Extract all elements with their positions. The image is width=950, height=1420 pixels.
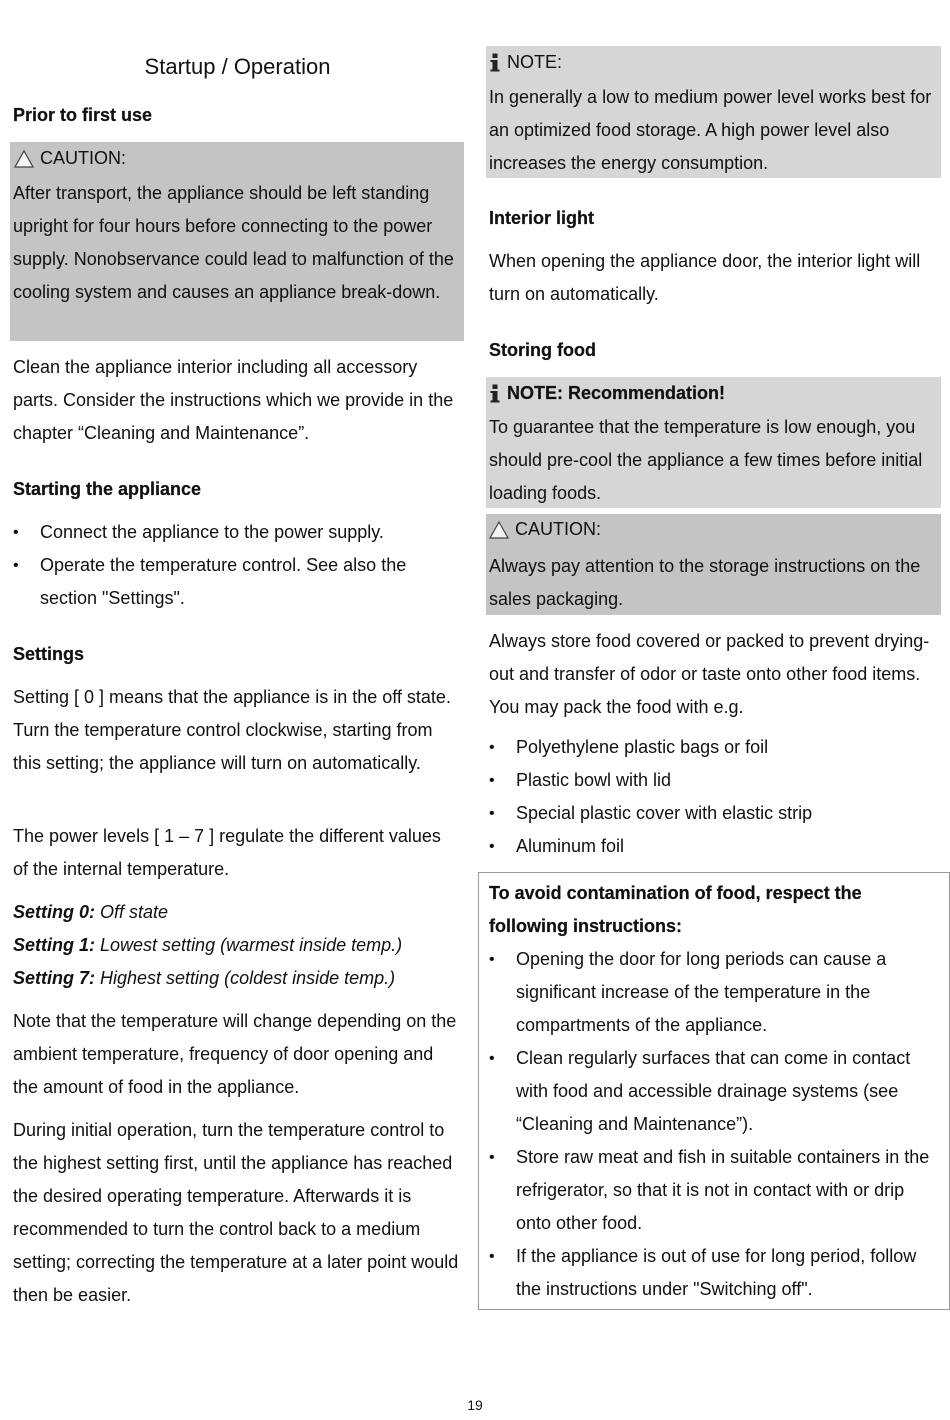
contamination-box <box>478 872 950 1310</box>
starting-list <box>13 516 463 615</box>
list-item: • If the appliance is out of use for long period, follow the instructions under "Switching off". <box>489 1240 939 1306</box>
setting-value: Lowest setting (warmest inside temp.) <box>95 935 403 955</box>
info-icon <box>489 53 501 73</box>
list-item: • Operate the temperature control. See also the section "Settings". <box>13 549 463 615</box>
clean-paragraph: Clean the appliance interior including all accessory parts. Consider the instructions which we provide in the chapter “Cleaning and Maintenance”. <box>13 357 454 443</box>
note-paragraph: Note that the temperature will change depending on the ambient temperature, frequency of door opening and the amount of food in the appliance. <box>13 1011 457 1097</box>
warning-triangle-icon <box>489 521 509 539</box>
list-item: • Store raw meat and fish in suitable containers in the refrigerator, so that it is not in contact with or drip onto other food. <box>489 1141 939 1240</box>
list-item: • Opening the door for long periods can cause a significant increase of the temperature in the compartments of the appliance. <box>489 943 939 1042</box>
page-title: Startup / Operation <box>144 54 331 79</box>
setting-line <box>13 929 463 962</box>
setting-value: Off state <box>95 902 169 922</box>
setting-label: Setting 1: <box>13 935 96 955</box>
setting-lines <box>13 896 463 995</box>
settings-heading: Settings <box>13 644 85 664</box>
page-number: 19 <box>467 1397 483 1413</box>
list-item: • Connect the appliance to the power supply. <box>13 516 463 549</box>
note-text: To guarantee that the temperature is low enough, you should pre-cool the appliance a few times before initial loading foods. <box>489 417 923 503</box>
note-box-power <box>486 46 941 178</box>
setting-line <box>13 896 463 929</box>
interior-light-paragraph: When opening the appliance door, the interior light will turn on automatically. <box>489 251 921 304</box>
note-title: NOTE: Recommendation! <box>507 383 726 403</box>
packing-list <box>489 731 939 863</box>
settings-paragraph-1: Setting [ 0 ] means that the appliance is in the off state. Turn the temperature control clockwise, starting from this setting; the appliance will turn on automatically. <box>13 687 451 773</box>
note-title: NOTE: <box>507 52 563 72</box>
list-item: • Polyethylene plastic bags or foil <box>489 731 939 764</box>
starting-heading: Starting the appliance <box>13 479 202 499</box>
caution-text: Always pay attention to the storage instructions on the sales packaging. <box>489 556 921 609</box>
list-item: • Clean regularly surfaces that can come in contact with food and accessible drainage systems (see “Cleaning and Maintenance”). <box>489 1042 939 1141</box>
caution-title: CAUTION: <box>515 519 602 539</box>
list-item: • Special plastic cover with elastic strip <box>489 797 939 830</box>
setting-label: Setting 0: <box>13 902 96 922</box>
list-item: • Aluminum foil <box>489 830 939 863</box>
interior-light-heading: Interior light <box>489 208 594 228</box>
list-item: • Plastic bowl with lid <box>489 764 939 797</box>
warning-triangle-icon <box>14 150 34 168</box>
prior-heading: Prior to first use <box>13 105 153 125</box>
initial-operation-paragraph: During initial operation, turn the temperature control to the highest setting first, until the appliance has reached the desired operating temperature. Afterwards it is recommended to turn the control back to a medium setting; correcting the temperature at a later point would then be easier. <box>13 1120 459 1305</box>
store-food-paragraph: Always store food covered or packed to prevent drying-out and transfer of odor or taste onto other food items. You may pack the food with e.g. <box>489 631 930 717</box>
setting-line <box>13 962 463 995</box>
note-text: In generally a low to medium power level works best for an optimized food storage. A high power level also increases the energy consumption. <box>489 87 932 173</box>
contamination-heading: To avoid contamination of food, respect the following instructions: <box>489 883 862 936</box>
setting-label: Setting 7: <box>13 968 96 988</box>
storing-food-heading: Storing food <box>489 340 596 360</box>
info-icon <box>489 384 501 404</box>
caution-text: After transport, the appliance should be left standing upright for four hours before connecting to the power supply. Nonobservance could lead to malfunction of the cooling system and causes an appliance break-down. <box>13 183 454 302</box>
caution-box-transport <box>10 142 464 341</box>
caution-box-packaging <box>486 514 941 615</box>
setting-value: Highest setting (coldest inside temp.) <box>95 968 396 988</box>
settings-paragraph-2: The power levels [ 1 – 7 ] regulate the different values of the internal temperature. <box>13 826 441 879</box>
contamination-list <box>489 943 939 1306</box>
caution-title: CAUTION: <box>40 148 127 168</box>
note-box-recommendation <box>486 377 941 508</box>
